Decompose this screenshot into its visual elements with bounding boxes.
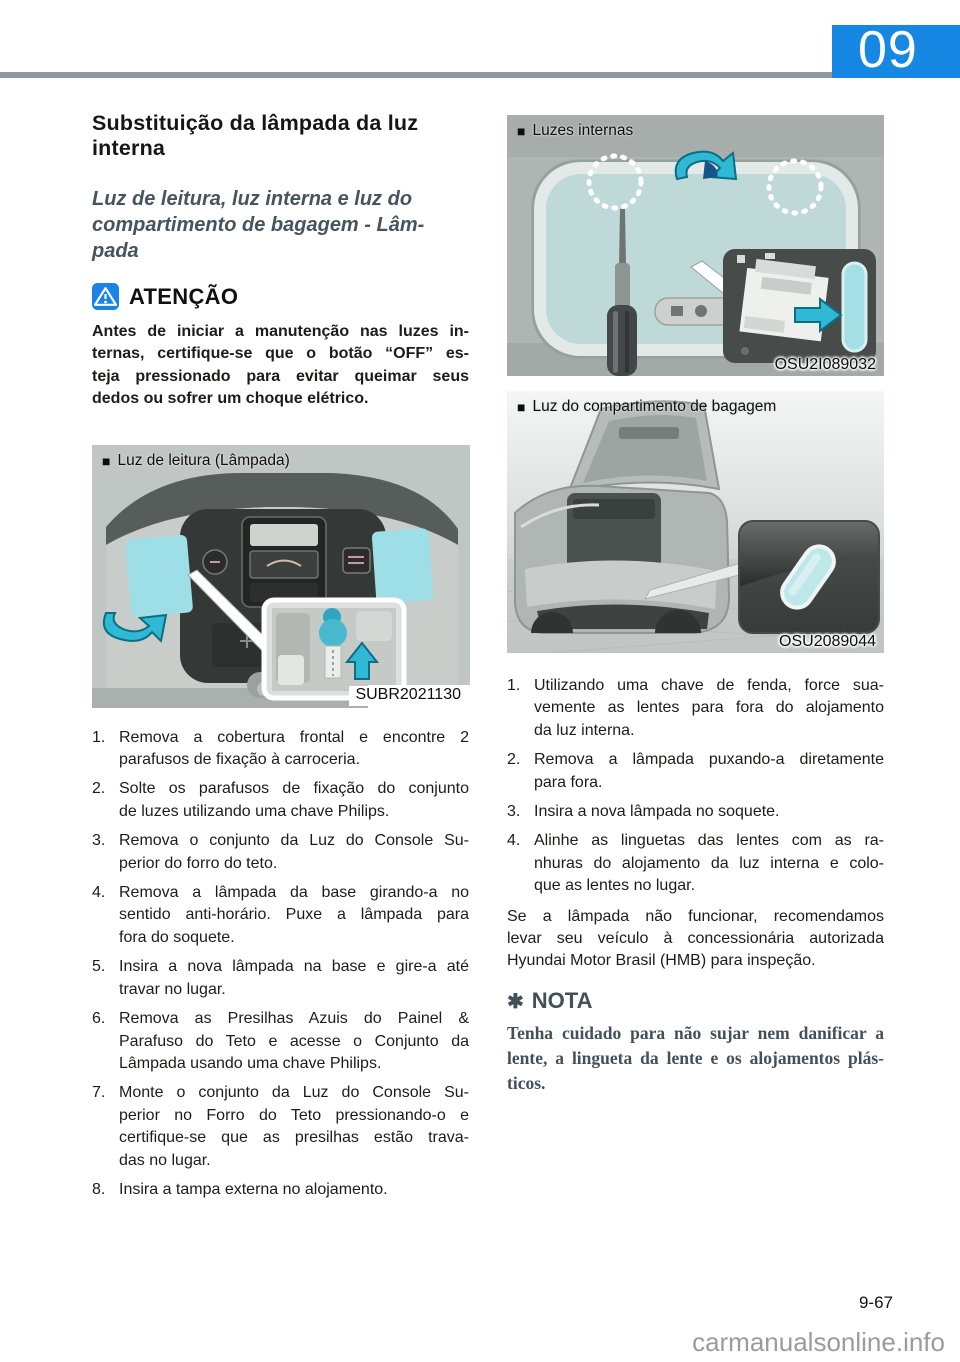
warning-heading [92, 283, 469, 310]
figure-caption-text: Luz do compartimento de bagagem [532, 398, 777, 415]
step-number: 2. [507, 751, 521, 769]
square-bullet-icon: ■ [517, 399, 526, 415]
figure-code: OSU2I089032 [774, 356, 876, 373]
interior-lights-illustration [507, 115, 884, 376]
reading-lamp-lens-left [125, 534, 194, 617]
figure-caption-text: Luzes internas [532, 122, 634, 139]
step-item [92, 727, 469, 772]
step-item [92, 778, 469, 823]
step-text: Remova a cobertura frontal e encontre 2 parafusos de fixação à carroceria. [119, 728, 469, 769]
bulb-inset [723, 249, 876, 363]
step-item [92, 1179, 469, 1201]
step-text: Insira a nova lâmpada no soquete. [534, 803, 780, 821]
festoon-bulb-icon [843, 263, 866, 351]
step-number: 8. [92, 1180, 106, 1198]
note-heading [507, 988, 884, 1014]
step-text: Alinhe as linguetas das lentes com as ra- nhuras do alojamento da luz interna e colo- que as lentes no lugar. [534, 832, 884, 895]
step-number: 1. [92, 728, 106, 746]
note-text: Tenha cuidado para não sujar nem danificar a lente, a lingueta da lente e os alojamentos plás- ticos. [507, 1022, 884, 1093]
bulb-inset [264, 600, 404, 698]
step-item [507, 801, 884, 823]
figure-caption [102, 452, 290, 470]
step-number: 7. [92, 1084, 106, 1102]
step-item [92, 830, 469, 875]
figure-caption [517, 398, 776, 416]
figure-reading-light [92, 445, 470, 708]
figure-interior-lights [507, 115, 884, 376]
chapter-number: 09 [858, 21, 918, 79]
step-item [92, 956, 469, 1001]
step-item [507, 675, 884, 742]
step-text: Monte o conjunto da Luz do Console Su- perior no Forro do Teto pressionando-o e certifique-se que as presilhas estão trava- das no lugar. [119, 1084, 469, 1169]
note-label: NOTA [531, 987, 593, 1013]
warning-triangle-icon [92, 283, 119, 310]
step-number: 6. [92, 1010, 106, 1028]
step-number: 4. [507, 832, 521, 850]
step-text: Remova as Presilhas Azuis do Painel & Parafuso do Teto e acesse o Conjunto da Lâmpada usando uma chave Philips. [119, 1010, 469, 1072]
step-item [507, 749, 884, 794]
step-text: Insira a tampa externa no alojamento. [119, 1180, 388, 1198]
lamp-inset [739, 521, 879, 633]
page-number: 9-67 [858, 1293, 893, 1312]
square-bullet-icon: ■ [102, 452, 111, 469]
step-item [92, 1008, 469, 1075]
warning-text: Antes de iniciar a manutenção nas luzes in- ternas, certifique-se que o botão “OFF” es- teja pressionado para evitar queimar seus dedos ou sofrer um choque elétrico. [92, 323, 469, 408]
header-divider [0, 72, 833, 78]
note-asterisk-icon: ✱ [507, 990, 524, 1013]
step-number: 4. [92, 884, 106, 902]
step-text: Remova a lâmpada da base girando-a no sentido anti-horário. Puxe a lâmpada para fora do soquete. [119, 884, 469, 946]
step-item [92, 882, 469, 949]
bulb-icon [319, 619, 347, 647]
steps-list-right [507, 675, 884, 898]
step-number: 1. [507, 677, 521, 694]
right-column [507, 111, 884, 1096]
warning-label: ATENÇÃO [129, 283, 239, 309]
figure-luggage-light [507, 391, 884, 653]
step-text: Solte os parafusos de fixação do conjunto de luzes utilizando uma chave Philips. [119, 780, 469, 820]
section-subtitle: Luz de leitura, luz interna e luz do compartimento de bagagem - Lâm- pada [92, 188, 425, 262]
step-item [507, 830, 884, 897]
step-text: Remova a lâmpada puxando-a diretamente para fora. [534, 751, 884, 791]
watermark: carmanualsonline.info [692, 1327, 945, 1357]
steps-list-left [92, 727, 469, 1202]
chapter-tab [832, 21, 960, 79]
reading-light-illustration [92, 445, 470, 708]
closing-paragraph: Se a lâmpada não funcionar, recomendamos levar seu veículo à concessionária autorizada Hyundai Motor Brasil (HMB) para inspeção. [507, 907, 884, 970]
step-item [92, 1082, 469, 1172]
figure-caption [517, 122, 633, 140]
luggage-light-illustration [507, 391, 884, 653]
figure-code: SUBR2021130 [349, 686, 466, 706]
square-bullet-icon: ■ [517, 123, 526, 139]
step-number: 3. [92, 832, 106, 850]
step-text: Remova o conjunto da Luz do Console Su- perior do forro do teto. [119, 832, 469, 872]
figure-caption-text: Luz de leitura (Lâmpada) [117, 451, 290, 469]
reading-lamp-lens-right [372, 528, 434, 604]
figure-code: OSU2089044 [779, 633, 876, 650]
page-title: Substituição da lâmpada da luz interna [92, 111, 419, 160]
step-number: 5. [92, 958, 106, 976]
step-text: Insira a nova lâmpada na base e gire-a até travar no lugar. [119, 958, 469, 998]
step-number: 2. [92, 780, 106, 798]
step-text: Utilizando uma chave de fenda, force sua- vemente as lentes para fora do alojamento da luz interna. [534, 677, 884, 739]
step-number: 3. [507, 803, 521, 821]
left-column [92, 111, 469, 1208]
